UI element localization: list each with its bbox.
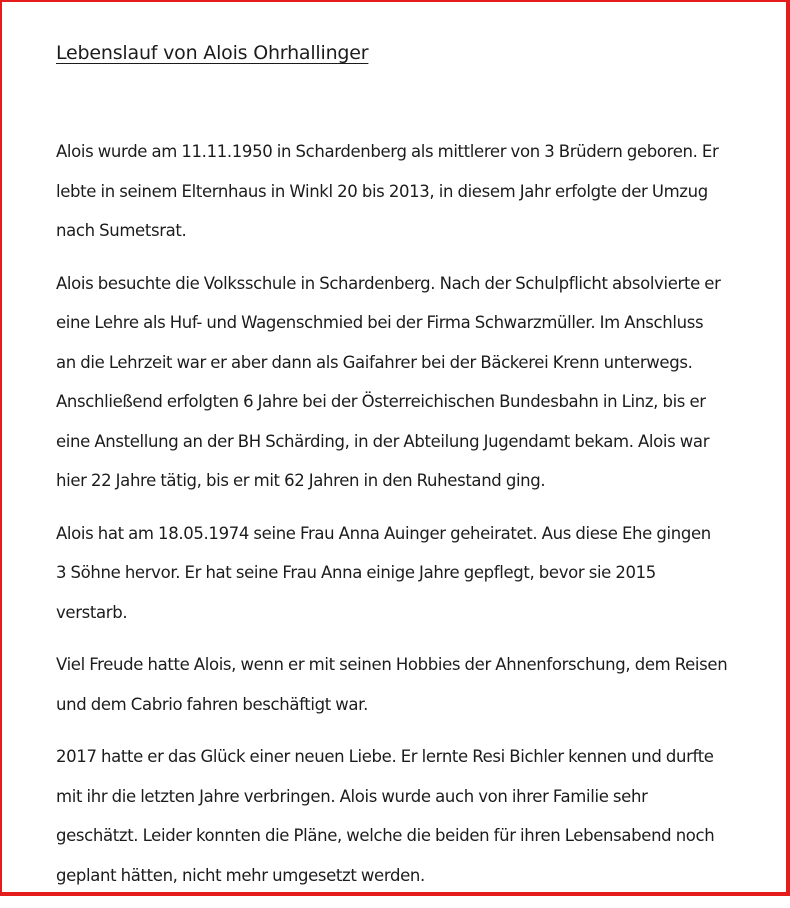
- text-line: mit ihr die letzten Jahre verbringen. Alois wurde auch von ihrer Familie sehr: [56, 786, 648, 806]
- text-line: geplant hätten, nicht mehr umgesetzt werden.: [56, 865, 425, 885]
- text-line: eine Anstellung an der BH Schärding, in der Abteilung Jugendamt bekam. Alois war: [56, 431, 710, 451]
- text-line: geschätzt. Leider konnten die Pläne, welche die beiden für ihren Lebensabend noch: [56, 826, 715, 845]
- text-line: 3 Söhne hervor. Er hat seine Frau Anna einige Jahre gepflegt, bevor sie 2015: [56, 563, 656, 582]
- document-title: Lebenslauf von Alois Ohrhallinger: [56, 42, 369, 64]
- paragraph-marriage: [56, 514, 756, 633]
- text-line: Anschließend erfolgten 6 Jahre bei der Österreichischen Bundesbahn in Linz, bis er: [56, 392, 706, 411]
- paragraph-career: [56, 264, 756, 501]
- text-line: Viel Freude hatte Alois, wenn er mit seinen Hobbies der Ahnenforschung, dem Reisen: [56, 655, 728, 674]
- paragraph-late-years: [56, 737, 756, 895]
- text-line: lebte in seinem Elternhaus in Winkl 20 bis 2013, in diesem Jahr erfolgte der Umzug: [56, 181, 708, 201]
- text-line: Alois wurde am 11.11.1950 in Schardenberg als mittlerer von 3 Brüdern geboren. Er: [56, 142, 719, 161]
- document-body: [56, 132, 756, 908]
- text-line: verstarb.: [56, 602, 128, 622]
- text-line: Alois hat am 18.05.1974 seine Frau Anna Auinger geheiratet. Aus diese Ehe gingen: [56, 523, 711, 543]
- text-line: und dem Cabrio fahren beschäftigt war.: [56, 694, 368, 714]
- paragraph-hobbies: [56, 645, 756, 724]
- paragraph-birth: [56, 132, 756, 251]
- text-line: Alois besuchte die Volksschule in Schardenberg. Nach der Schulpflicht absolvierte er: [56, 273, 721, 293]
- text-line: eine Lehre als Huf- und Wagenschmied bei der Firma Schwarzmüller. Im Anschluss: [56, 313, 704, 332]
- text-line: 2017 hatte er das Glück einer neuen Liebe. Er lernte Resi Bichler kennen und durfte: [56, 747, 714, 766]
- text-line: nach Sumetsrat.: [56, 221, 187, 240]
- text-line: an die Lehrzeit war er aber dann als Gaifahrer bei der Bäckerei Krenn unterwegs.: [56, 352, 693, 372]
- text-line: hier 22 Jahre tätig, bis er mit 62 Jahren in den Ruhestand ging.: [56, 471, 546, 490]
